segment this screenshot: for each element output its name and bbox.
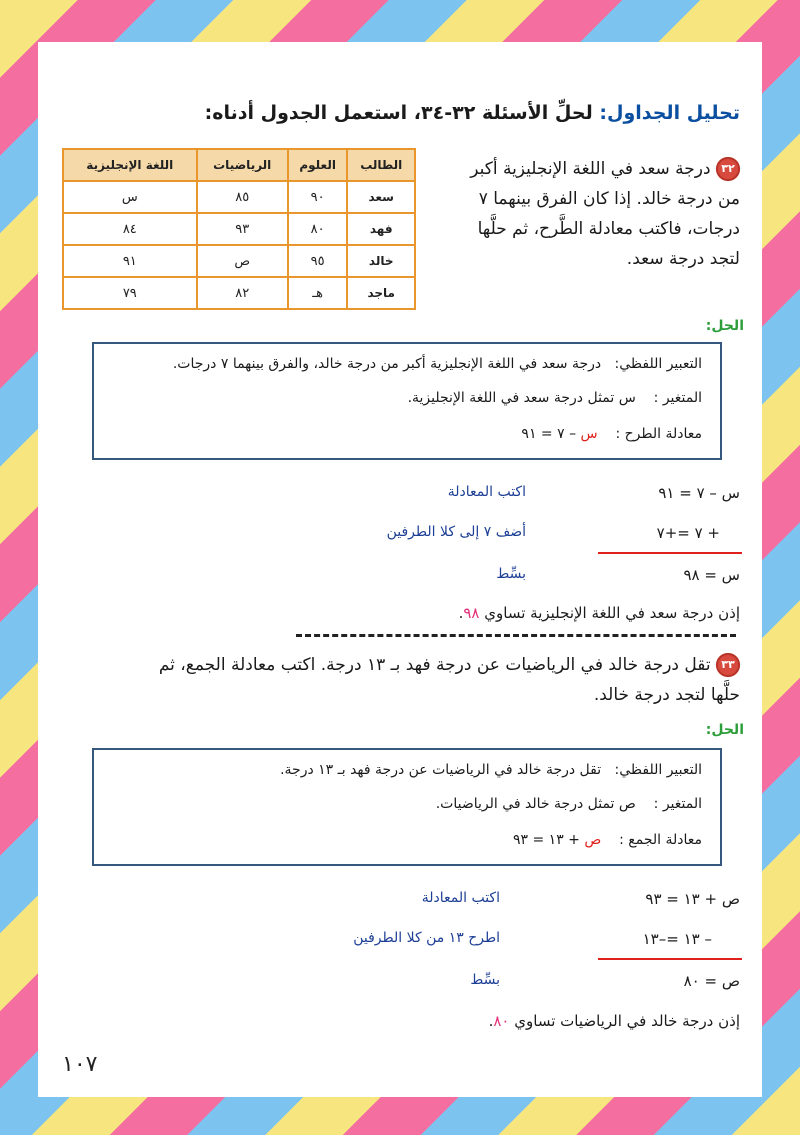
- table-cell: ماجد: [347, 277, 415, 309]
- step-equation: – ١٣ =–١٣: [642, 930, 712, 948]
- solution-label: الحل:: [705, 722, 744, 738]
- step-equation: س – ٧ = ٩١: [658, 484, 740, 502]
- title-rest: لحلِّ الأسئلة ٣٢-٣٤، استعمل الجدول أدناه:: [204, 102, 600, 124]
- table-header: الطالب: [347, 149, 415, 181]
- table-cell: هـ: [288, 277, 348, 309]
- step-description: بسِّط: [470, 972, 500, 988]
- verbal-row: [280, 762, 702, 778]
- step-description: اطرح ١٣ من كلا الطرفين: [353, 930, 500, 946]
- step-description: اكتب المعادلة: [447, 484, 526, 500]
- table-row: [63, 245, 415, 277]
- variable-text: ص تمثل درجة خالد في الرياضيات.: [435, 796, 636, 812]
- equation-variable: ص: [584, 832, 602, 848]
- page-title: [205, 102, 740, 124]
- equation-text: + ١٣ = ٩٣: [512, 832, 585, 848]
- question-number-badge: ٣٣: [716, 653, 740, 677]
- table-cell: ٨٠: [288, 213, 348, 245]
- variable-text: س تمثل درجة سعد في اللغة الإنجليزية.: [407, 390, 636, 406]
- question-33: [100, 650, 740, 710]
- equation-label: معادلة الطرح :: [615, 426, 702, 442]
- verbal-row: [173, 356, 702, 372]
- question-text: حلَّها لتجد درجة خالد.: [593, 685, 740, 705]
- underline: [598, 552, 742, 554]
- conclusion-end: .: [488, 1012, 494, 1030]
- table-cell: ٨٢: [197, 277, 288, 309]
- question-number-badge: ٣٢: [716, 157, 740, 181]
- table-header: الرياضيات: [197, 149, 288, 181]
- section-divider: [296, 634, 736, 637]
- table-cell: ٨٥: [197, 181, 288, 213]
- solution-box-32: [92, 342, 722, 460]
- conclusion-text: إذن درجة خالد في الرياضيات تساوي: [509, 1012, 740, 1030]
- verbal-text: درجة سعد في اللغة الإنجليزية أكبر من درجة خالد، والفرق بينهما ٧ درجات.: [172, 356, 602, 372]
- table-cell: سعد: [347, 181, 415, 213]
- conclusion-value: ٨٠: [493, 1012, 510, 1030]
- step-equation: + ٧ =+٧: [656, 524, 720, 542]
- table-cell: ص: [197, 245, 288, 277]
- question-text: درجات، فاكتب معادلة الطَّرح، ثم حلَّها: [477, 219, 740, 239]
- conclusion-end: .: [458, 604, 464, 622]
- variable-label: المتغير :: [653, 390, 702, 406]
- variable-row: [408, 390, 702, 406]
- equation-variable: س: [580, 426, 598, 442]
- question-text: درجة سعد في اللغة الإنجليزية أكبر: [470, 159, 711, 179]
- table-cell: خالد: [347, 245, 415, 277]
- table-cell: س: [63, 181, 197, 213]
- title-highlight: تحليل الجداول: [606, 102, 740, 124]
- solution-box-33: [92, 748, 722, 866]
- page-sheet: [38, 42, 762, 1097]
- step-description: اكتب المعادلة: [421, 890, 500, 906]
- verbal-text: تقل درجة خالد في الرياضيات عن درجة فهد بـ ١٣ درجة.: [280, 762, 602, 778]
- variable-row: [436, 796, 702, 812]
- table-cell: فهد: [347, 213, 415, 245]
- table-row: [63, 213, 415, 245]
- table-cell: ٩٣: [197, 213, 288, 245]
- table-cell: ٧٩: [63, 277, 197, 309]
- step-description: أضف ٧ إلى كلا الطرفين: [386, 524, 526, 540]
- table-header: اللغة الإنجليزية: [63, 149, 197, 181]
- table-header: العلوم: [288, 149, 348, 181]
- question-32: [440, 154, 740, 274]
- equation-row: [521, 426, 702, 442]
- table-row: [63, 181, 415, 213]
- equation-text: – ٧ = ٩١: [521, 426, 581, 442]
- step-equation: ص + ١٣ = ٩٣: [645, 890, 740, 908]
- step-description: بسِّط: [496, 566, 526, 582]
- underline: [598, 958, 742, 960]
- variable-label: المتغير :: [653, 796, 702, 812]
- table-row: [63, 277, 415, 309]
- question-text: لتجد درجة سعد.: [626, 249, 740, 269]
- conclusion-33: [489, 1012, 740, 1030]
- grades-table: [62, 148, 416, 310]
- equation-label: معادلة الجمع :: [619, 832, 702, 848]
- table-cell: ٩٥: [288, 245, 348, 277]
- conclusion-text: إذن درجة سعد في اللغة الإنجليزية تساوي: [479, 604, 740, 622]
- step-equation: س = ٩٨: [683, 566, 740, 584]
- verbal-label: التعبير اللفظي:: [614, 762, 702, 778]
- title-colon: :: [599, 102, 607, 124]
- question-text: تقل درجة خالد في الرياضيات عن درجة فهد بـ ١٣ درجة. اكتب معادلة الجمع، ثم: [158, 655, 711, 675]
- verbal-label: التعبير اللفظي:: [614, 356, 702, 372]
- table-cell: ٩٠: [288, 181, 348, 213]
- page-number: ١٠٧: [62, 1052, 98, 1077]
- table-cell: ٨٤: [63, 213, 197, 245]
- table-cell: ٩١: [63, 245, 197, 277]
- step-equation: ص = ٨٠: [683, 972, 740, 990]
- conclusion-value: ٩٨: [463, 604, 480, 622]
- conclusion-32: [459, 604, 740, 622]
- solution-label: الحل:: [705, 318, 744, 334]
- table-header-row: [63, 149, 415, 181]
- equation-row: [513, 832, 702, 848]
- question-text: من درجة خالد. إذا كان الفرق بينهما ٧: [478, 189, 740, 209]
